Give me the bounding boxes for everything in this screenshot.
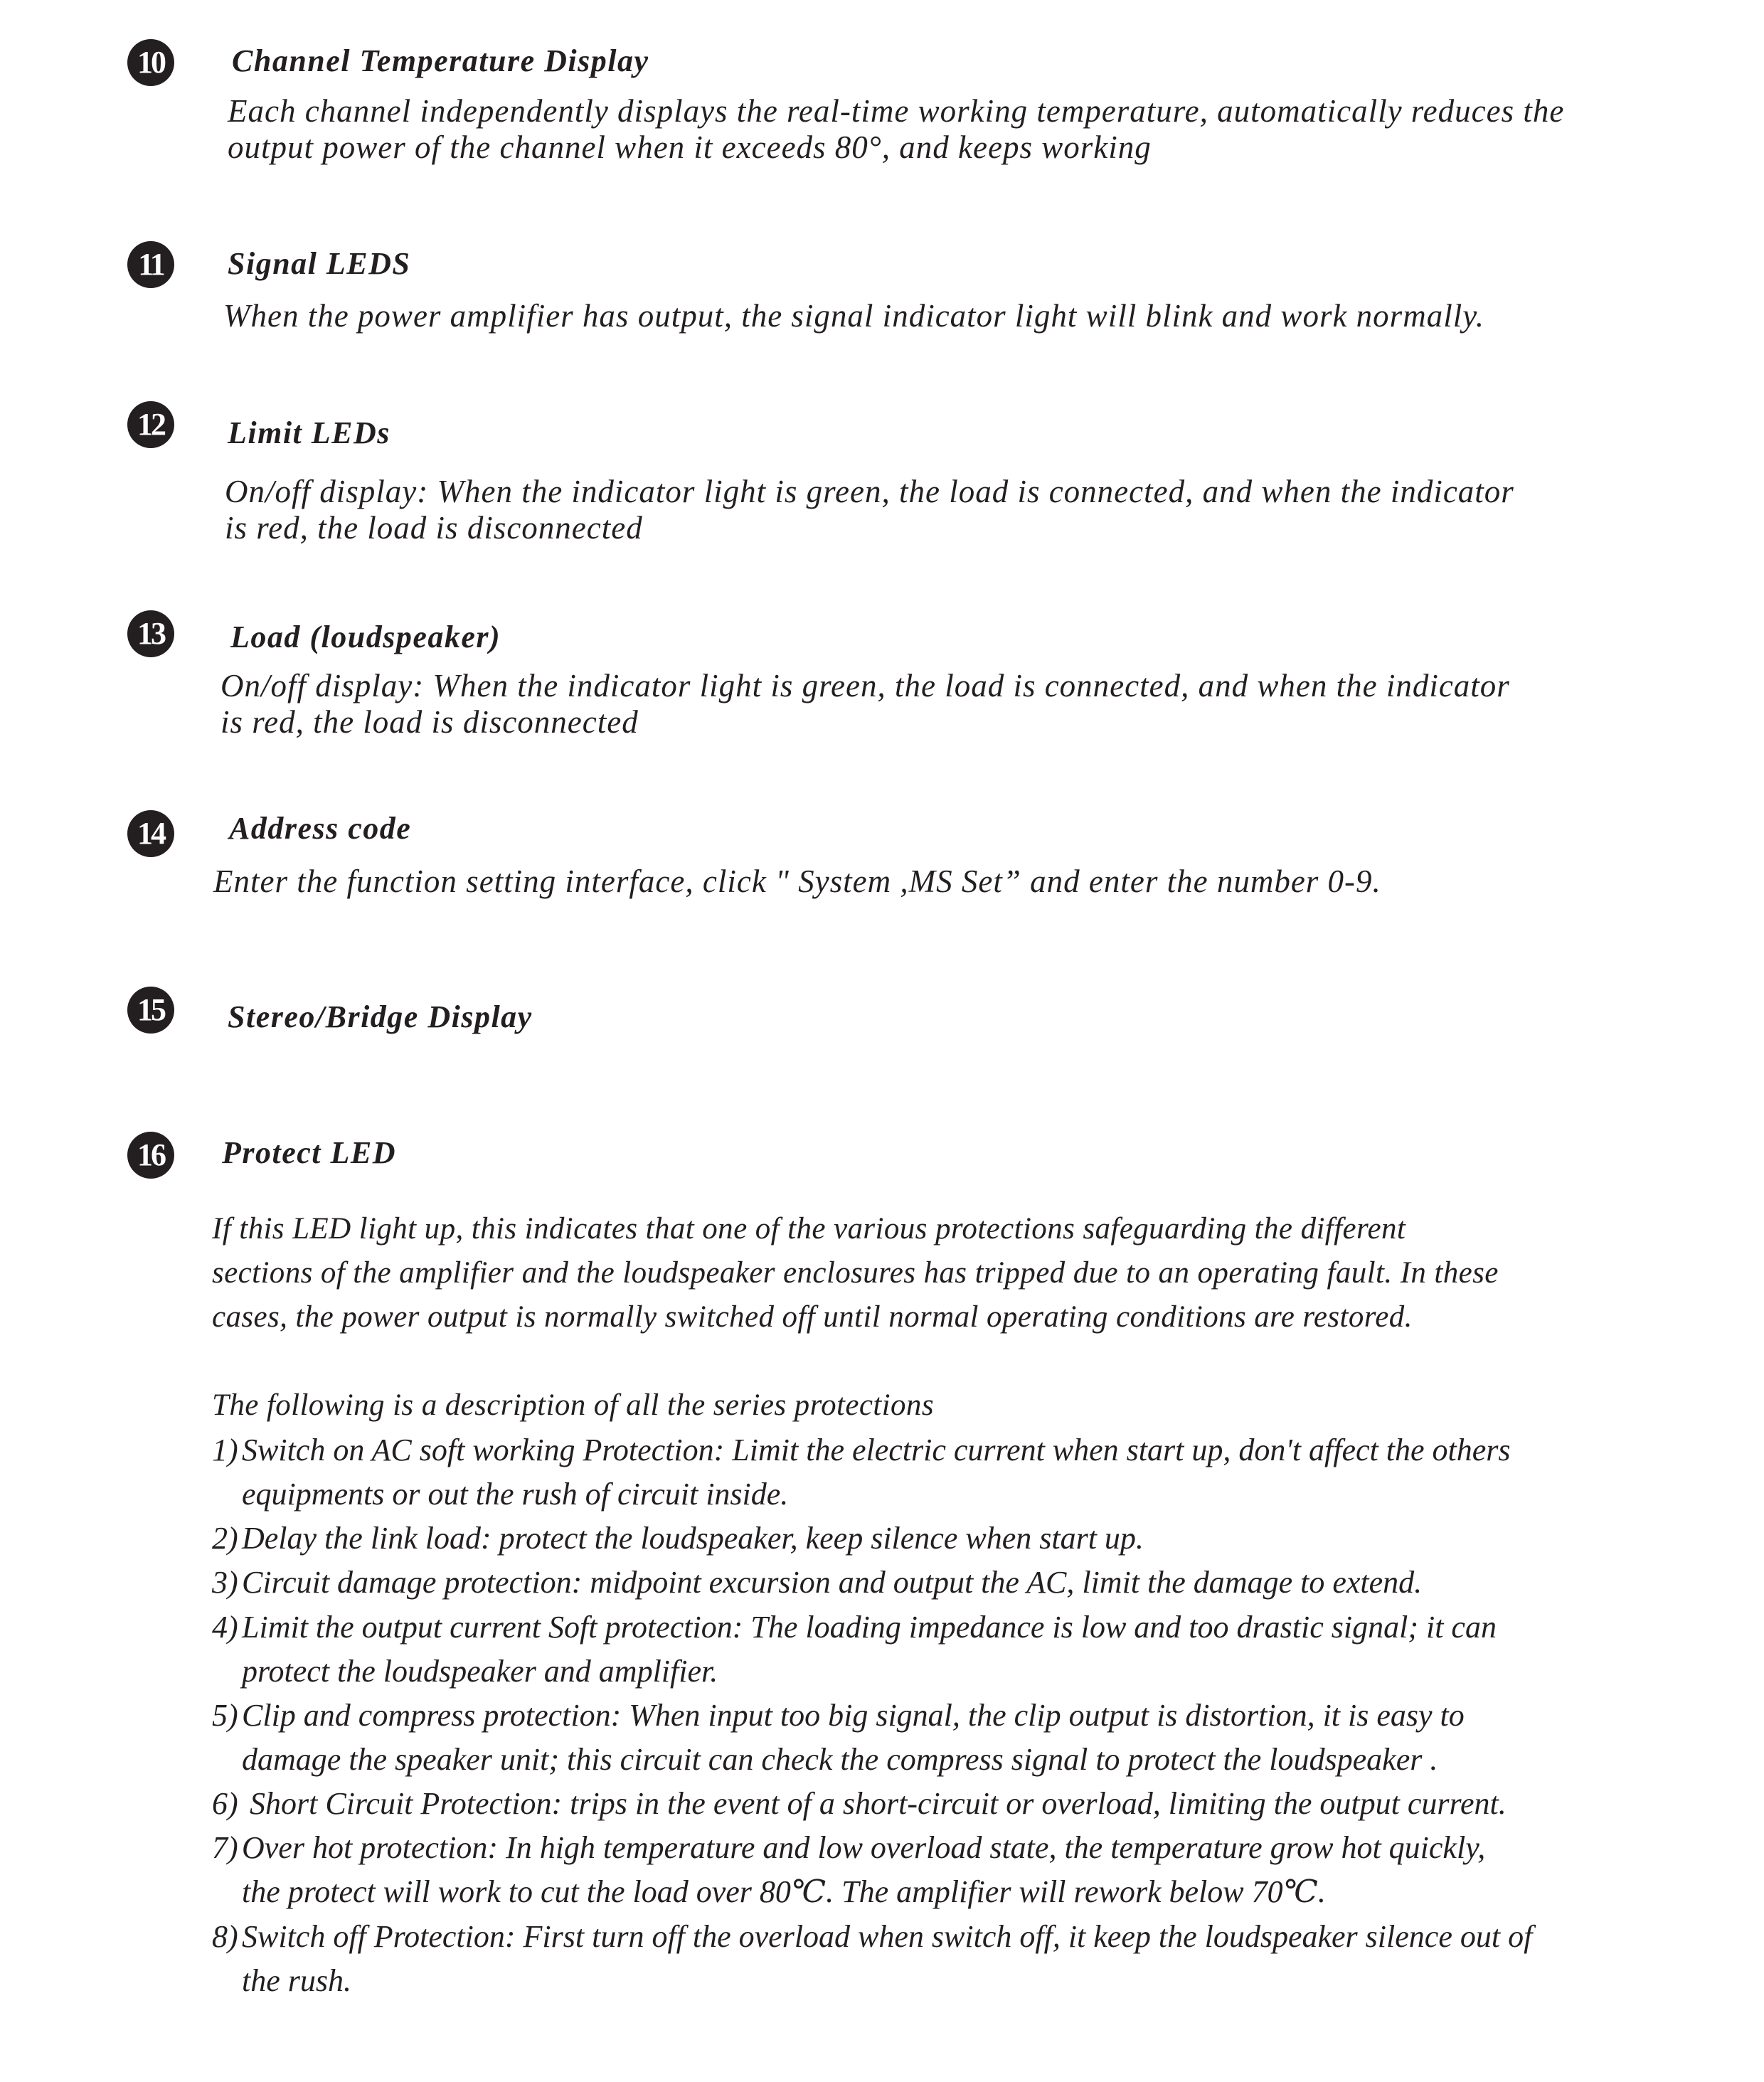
protection-item-text: Short Circuit Protection: trips in the event of a short-circuit or overload, limiting the output current. [242, 1786, 1507, 1821]
protection-item-text: Circuit damage protection: midpoint excursion and output the AC, limit the damage to extend. [242, 1565, 1423, 1600]
protection-item-number: 4) [212, 1610, 238, 1645]
section-number-badge: 11 [127, 241, 174, 288]
section-text-line: Enter the function setting interface, click " System ,MS Set” and enter the number 0-9. [213, 864, 1381, 899]
section-text-line: is red, the load is disconnected [225, 510, 643, 546]
protection-item [212, 1829, 1485, 1866]
protection-item-number: 8) [212, 1919, 238, 1954]
protection-item-text: Limit the output current Soft protection: The loading impedance is low and too drastic signal; it can [242, 1610, 1497, 1645]
section-text-line: On/off display: When the indicator light is green, the load is connected, and when the indicator [220, 668, 1510, 703]
protect-paragraph-line: cases, the power output is normally switched off until normal operating conditions are restored. [212, 1300, 1413, 1334]
protection-item-text: Delay the link load: protect the loudspeaker, keep silence when start up. [242, 1521, 1144, 1556]
protection-item [212, 1697, 1465, 1733]
section-title: Load (loudspeaker) [230, 620, 501, 654]
section-number-badge: 15 [127, 987, 174, 1034]
protect-paragraph-line: sections of the amplifier and the loudspeaker enclosures has tripped due to an operating fault. In these [212, 1256, 1499, 1290]
protection-item-number: 2) [212, 1521, 238, 1556]
protection-item [212, 1609, 1497, 1645]
protection-item [212, 1564, 1422, 1600]
protection-item-continuation: equipments or out the rush of circuit inside. [242, 1477, 789, 1512]
protection-item-continuation: protect the loudspeaker and amplifier. [242, 1654, 718, 1689]
protection-item-number: 6) [212, 1786, 238, 1821]
section-title: Stereo/Bridge Display [228, 999, 533, 1034]
protection-item-continuation: damage the speaker unit; this circuit can check the compress signal to protect the loudspeaker . [242, 1742, 1438, 1777]
section-title: Protect LED [222, 1135, 397, 1170]
section-text-line: output power of the channel when it exceeds 80°, and keeps working [228, 129, 1152, 165]
protection-item-text: Switch off Protection: First turn off the overload when switch off, it keep the loudspeaker silence out of [242, 1919, 1533, 1954]
protection-item [212, 1432, 1510, 1468]
section-number-badge: 14 [127, 810, 174, 857]
protection-item-text: Switch on AC soft working Protection: Limit the electric current when start up, don't affect the others [242, 1433, 1511, 1467]
section-text-line: When the power amplifier has output, the signal indicator light will blink and work normally. [223, 298, 1484, 334]
protection-item-text: Over hot protection: In high temperature and low overload state, the temperature grow hot quickly, [242, 1830, 1486, 1865]
section-text-line: Each channel independently displays the real-time working temperature, automatically reduces the [228, 93, 1565, 129]
section-number-badge: 13 [127, 610, 174, 657]
section-number-badge: 16 [127, 1132, 174, 1179]
protections-intro: The following is a description of all the series protections [212, 1388, 934, 1422]
protection-item-number: 3) [212, 1565, 238, 1600]
section-number-badge: 10 [127, 39, 174, 86]
section-title: Address code [229, 811, 412, 846]
protection-item-number: 1) [212, 1433, 238, 1467]
protection-item-continuation: the rush. [242, 1963, 351, 1998]
protection-item [212, 1520, 1144, 1556]
section-title: Channel Temperature Display [232, 43, 649, 78]
section-title: Signal LEDS [228, 246, 411, 281]
section-number-badge: 12 [127, 401, 174, 448]
section-text-line: is red, the load is disconnected [220, 704, 639, 740]
protection-item-number: 7) [212, 1830, 238, 1865]
protect-paragraph-line: If this LED light up, this indicates that one of the various protections safeguarding the different [212, 1212, 1406, 1246]
protection-item-number: 5) [212, 1698, 238, 1733]
protection-item [212, 1918, 1532, 1955]
protection-item-continuation: the protect will work to cut the load over 80℃. The amplifier will rework below 70℃. [242, 1874, 1326, 1909]
section-title: Limit LEDs [228, 415, 390, 450]
protection-item-text: Clip and compress protection: When input too big signal, the clip output is distortion, it is easy to [242, 1698, 1465, 1733]
protection-item [212, 1785, 1507, 1822]
section-text-line: On/off display: When the indicator light is green, the load is connected, and when the indicator [225, 474, 1514, 509]
